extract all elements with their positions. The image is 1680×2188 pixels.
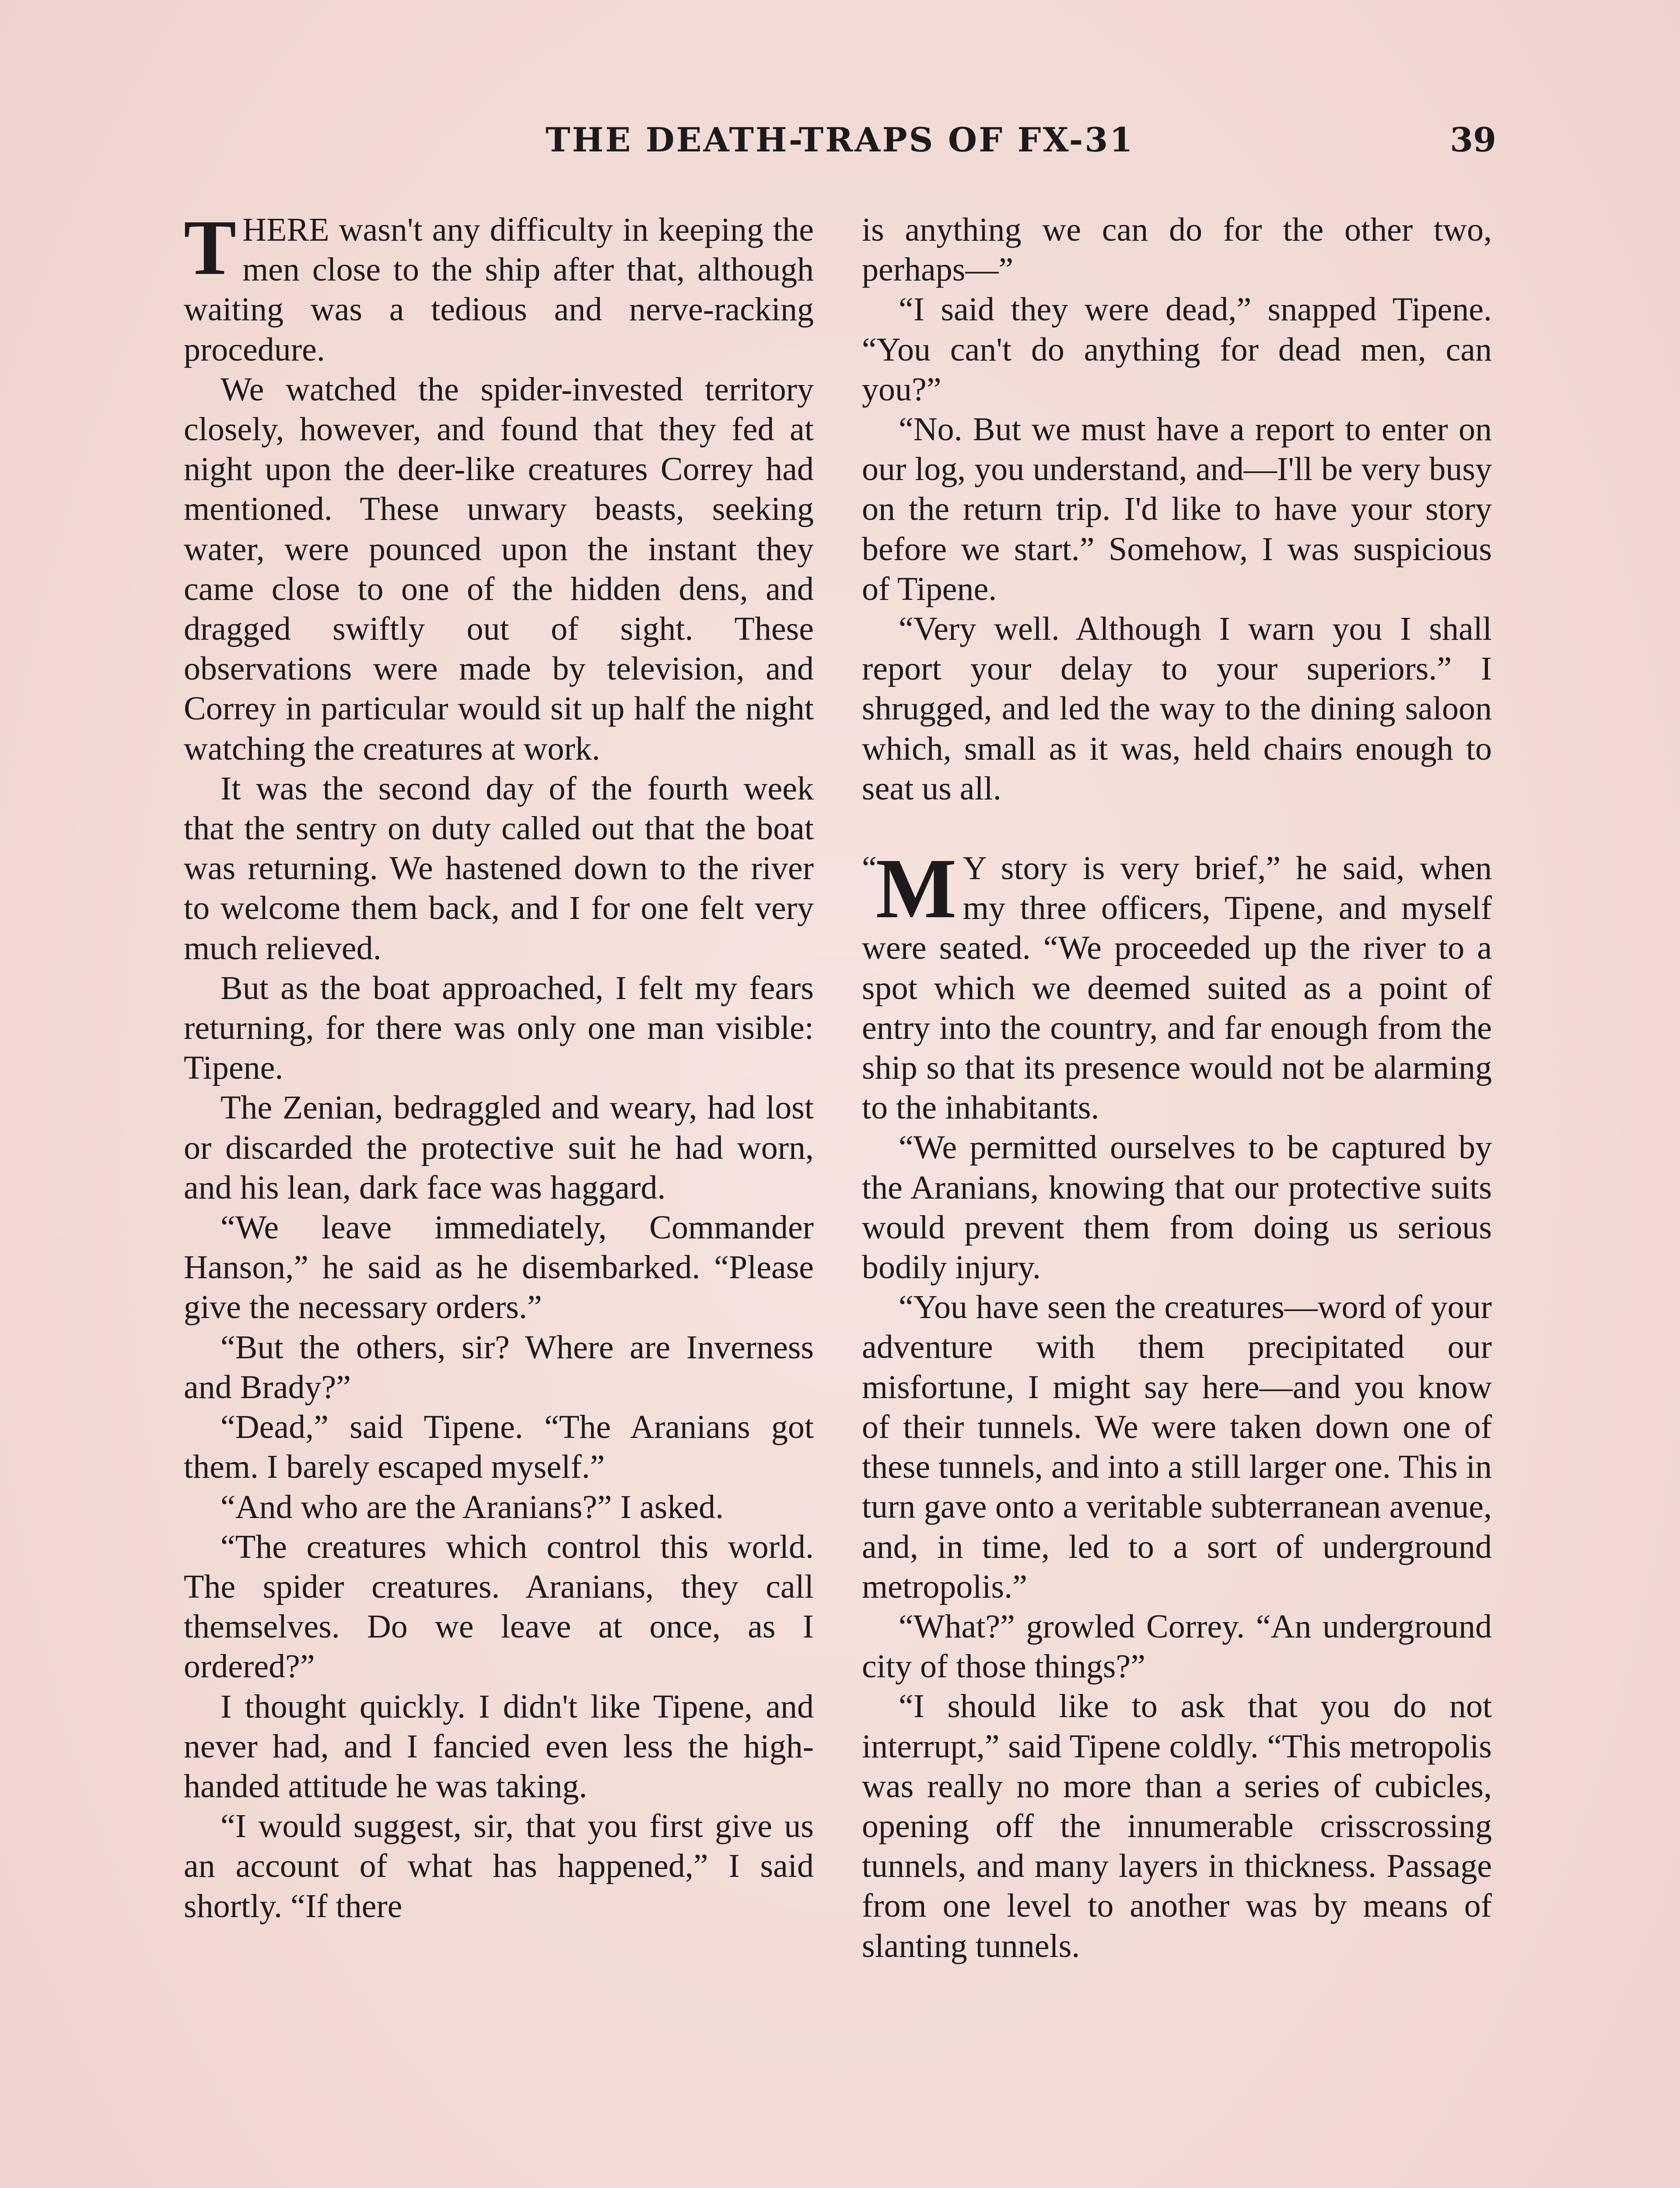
paragraph: The Zenian, bedraggled and weary, had lost or discarded the protective suit he had worn, and his lean, dark face was haggard. [184, 1089, 814, 1206]
paragraph: “No. But we must have a report to enter on our log, you understand, and—I'll be very busy on the return trip. I'd like to have your story before we start.” Somehow, I was suspicious of Tipene. [862, 411, 1492, 607]
paragraph: “I said they were dead,” snapped Tipene. “You can't do anything for dead men, can you?” [862, 291, 1492, 408]
paragraph-text: Y story is very brief,” he said, when my three officers, Tipene, and myself were seated. “We proceeded up the river to a spot which we deemed suited as a point of entry into the country, and far enough from the ship so that its presence would not be alarming to the inhabitants. [862, 850, 1492, 1126]
page-number: 39 [1450, 120, 1496, 159]
paragraph: “Very well. Although I warn you I shall report your delay to your superiors.” I shrugged, and led the way to the dining saloon which, small as it was, held chairs enough to seat us all. [862, 610, 1492, 807]
paragraph: “I would suggest, sir, that you first give us an account of what has happened,” I said shortly. “If there [184, 1808, 814, 1925]
paragraph: “We leave immediately, Commander Hanson,” he said as he disembarked. “Please give the necessary orders.” [184, 1209, 814, 1326]
paragraph: “You have seen the creatures—word of your adventure with them precipitated our misfortune, I might say here—and you know of their tunnels. We were taken down one of these tunnels, and into a still larger one. This in turn gave onto a veritable subterranean avenue, and, in time, led to a sort of underground metropolis.” [862, 1289, 1492, 1605]
running-head [184, 120, 1496, 173]
lead-quote: “ [862, 850, 877, 887]
paragraph [184, 204, 814, 370]
paragraph: But as the boat approached, I felt my fears returning, for there was only one man visible: Tipene. [184, 969, 814, 1087]
paragraph: I thought quickly. I didn't like Tipene, and never had, and I fancied even less the high-handed attitude he was taking. [184, 1688, 814, 1805]
right-column [862, 210, 1492, 1966]
left-column [184, 204, 814, 1926]
drop-cap: T [184, 204, 237, 291]
paragraph: is anything we can do for the other two, perhaps—” [862, 211, 1492, 288]
drop-cap: M [875, 841, 957, 936]
paragraph: “Dead,” said Tipene. “The Aranians got them. I barely escaped myself.” [184, 1409, 814, 1486]
paragraph-text: HERE wasn't any difficulty in keeping the men close to the ship after that, although waiting was a tedious and nerve-racking procedure. [184, 211, 814, 368]
paragraph: “I should like to ask that you do not interrupt,” said Tipene coldly. “This metropolis was really no more than a series of cubicles, opening off the innumerable crisscrossing tunnels, and many layers in thickness. Passage from one level to another was by means of slanting tunnels. [862, 1688, 1492, 1964]
running-title: THE DEATH-TRAPS OF FX-31 [545, 120, 1135, 159]
paragraph: We watched the spider-invested territory closely, however, and found that they fed at night upon the deer-like creatures Correy had mentioned. These unwary beasts, seeking water, were pounced upon the instant they came close to one of the hidden dens, and dragged swiftly out of sight. These observations were made by television, and Correy in particular would sit up half the night watching the creatures at work. [184, 371, 814, 767]
paragraph: “And who are the Aranians?” I asked. [220, 1488, 724, 1525]
paragraph: It was the second day of the fourth week that the sentry on duty called out that the boat was returning. We hastened down to the river to welcome them back, and I for one felt very much relieved. [184, 770, 814, 967]
paragraph [862, 841, 1492, 1128]
paragraph: “We permitted ourselves to be captured by the Aranians, knowing that our protective suits would prevent them from doing us serious bodily injury. [862, 1129, 1492, 1286]
paragraph: “But the others, sir? Where are Inverness and Brady?” [184, 1329, 814, 1406]
paragraph: “The creatures which control this world. The spider creatures. Aranians, they call themselves. Do we leave at once, as I ordered?” [184, 1528, 814, 1685]
paragraph: “What?” growled Correy. “An underground city of those things?” [862, 1608, 1492, 1685]
